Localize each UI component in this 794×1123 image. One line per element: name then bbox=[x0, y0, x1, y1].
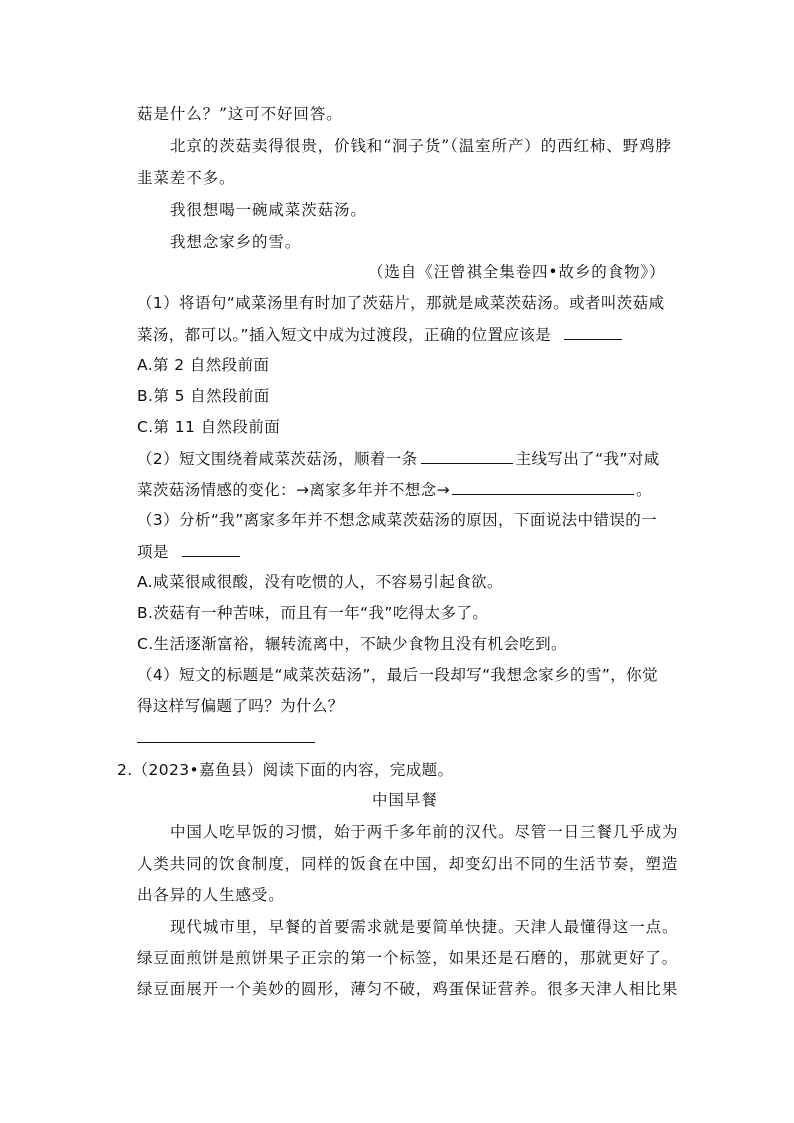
passage-line: 绿豆面展开一个美妙的圆形，薄匀不破，鸡蛋保证营养。很多天津人相比果 bbox=[137, 980, 679, 998]
question-1-text-end: 菜汤，都可以。”插入短文中成为过渡段，正确的位置应该是 bbox=[137, 326, 552, 344]
option-c: C.生活逐渐富裕，辗转流离中，不缺少食物且没有机会吃到。 bbox=[137, 635, 567, 653]
passage-line: 绿豆面煎饼是煎饼果子正宗的第一个标签，如果还是石磨的，那就更好了。 bbox=[137, 949, 679, 967]
passage-paragraph: 我很想喝一碗咸菜茨菇汤。 bbox=[170, 201, 367, 219]
option-b: B.茨菇有一种苦味，而且有一年“我”吃得太多了。 bbox=[137, 604, 489, 622]
option-c: C.第 11 自然段前面 bbox=[137, 418, 281, 436]
passage-line: 人类共同的饮食制度，同样的饭食在中国，却变幻出不同的生活节奏，塑造 bbox=[137, 855, 679, 873]
source-citation: （选自《汪曾祺全集卷四•故乡的食物》） bbox=[368, 263, 666, 281]
option-a: A.咸菜很咸很酸，没有吃惯的人，不容易引起食欲。 bbox=[137, 573, 503, 591]
answer-blank[interactable] bbox=[452, 479, 634, 495]
option-b: B.第 5 自然段前面 bbox=[137, 387, 270, 405]
question-2-text bbox=[137, 479, 652, 500]
question-3-text-end: 项是 bbox=[137, 543, 169, 561]
passage-title: 中国早餐 bbox=[372, 791, 438, 809]
question-2-text-start: 菜茨菇汤情感的变化：→离家多年并不想念→ bbox=[137, 481, 450, 499]
answer-blank[interactable] bbox=[564, 324, 622, 340]
question-1-text: （1）将语句“咸菜汤里有时加了茨菇片，那就是咸菜茨菇汤。或者叫茨菇咸 bbox=[137, 294, 665, 312]
question-2-text-end: 。 bbox=[635, 481, 652, 499]
answer-blank[interactable] bbox=[421, 448, 513, 464]
question-1-text bbox=[137, 324, 622, 345]
question-3-text bbox=[137, 541, 240, 562]
question-2-text-end: 主线写出了“我”对咸 bbox=[515, 450, 660, 468]
question-4-text: 得这样写偏题了吗？为什么？ bbox=[137, 697, 344, 715]
question-4-text: （4）短文的标题是“咸菜茨菇汤”，最后一段却写“我想念家乡的雪”，你觉 bbox=[137, 666, 658, 684]
passage-line: 出各异的人生感受。 bbox=[137, 886, 285, 904]
option-a: A.第 2 自然段前面 bbox=[137, 356, 270, 374]
answer-blank[interactable] bbox=[182, 541, 240, 557]
question-2-text bbox=[137, 448, 660, 469]
question-header: 2.（2023•嘉鱼县）阅读下面的内容，完成题。 bbox=[117, 761, 454, 779]
passage-paragraph: 我想念家乡的雪。 bbox=[170, 233, 302, 251]
question-2-text-start: （2）短文围绕着咸菜茨菇汤，顺着一条 bbox=[137, 450, 418, 468]
passage-line: 菇是什么？”这可不好回答。 bbox=[137, 105, 343, 123]
passage-line: 韭菜差不多。 bbox=[137, 169, 236, 187]
question-3-text: （3）分析“我”离家多年并不想念咸菜茨菇汤的原因，下面说法中错误的一 bbox=[137, 511, 658, 529]
passage-paragraph: 中国人吃早饭的习惯，始于两千多年前的汉代。尽管一日三餐几乎成为 bbox=[170, 823, 679, 841]
passage-paragraph: 北京的茨菇卖得很贵，价钱和“洞子货”（温室所产）的西红柿、野鸡脖 bbox=[170, 137, 672, 155]
passage-paragraph: 现代城市里，早餐的首要需求就是要简单快捷。天津人最懂得这一点。 bbox=[170, 918, 679, 936]
answer-line[interactable] bbox=[137, 742, 315, 743]
